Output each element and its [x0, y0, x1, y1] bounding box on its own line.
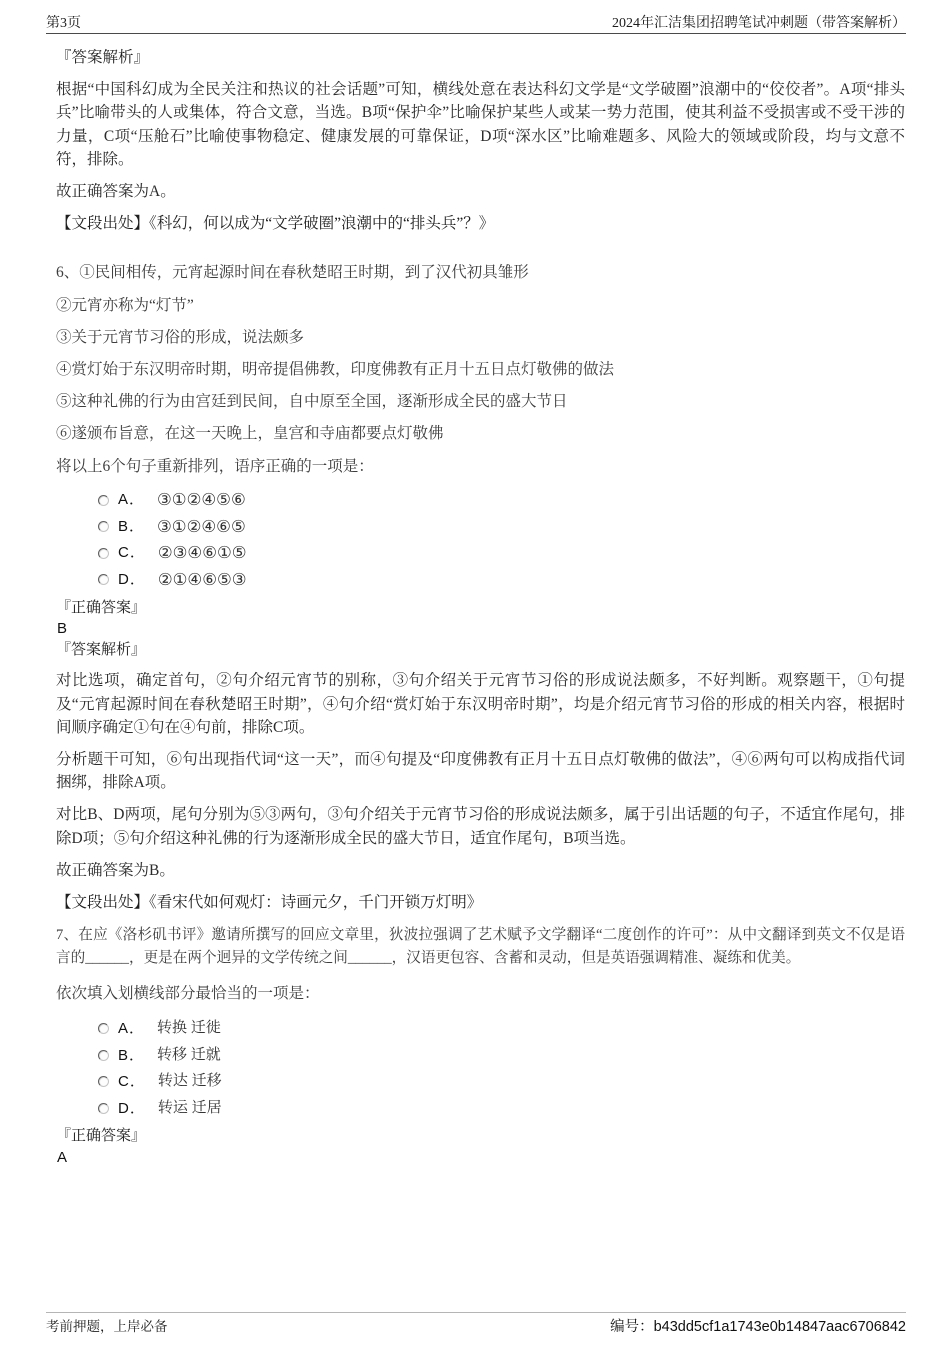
- question-6-sentence: ⑥遂颁布旨意，在这一天晚上，皇宫和寺庙都要点灯敬佛: [56, 425, 444, 443]
- question-7: [56, 924, 905, 1167]
- correct-answer-value: A: [57, 1148, 68, 1166]
- correct-answer-label: 『正确答案』: [56, 599, 147, 616]
- question-6-prompt: 将以上6个句子重新排列，语序正确的一项是：: [56, 457, 374, 475]
- document-title: 2024年汇洁集团招聘笔试冲刺题（带答案解析）: [612, 16, 906, 31]
- analysis-section-label: 『答案解析』: [56, 641, 147, 658]
- option-text: ③①②④⑤⑥: [157, 490, 246, 510]
- header-divider: [46, 33, 906, 34]
- radio-button-icon[interactable]: [98, 548, 109, 559]
- option-letter: C．: [118, 1073, 146, 1091]
- question-6-options: [98, 487, 905, 593]
- question-7-options: [98, 1015, 905, 1121]
- question-6-sentence: 6、①民间相传，元宵起源时间在春秋楚昭王时期，到了汉代初具雏形: [56, 264, 529, 282]
- correct-answer-value: B: [57, 620, 68, 638]
- analysis-paragraph: 对比选项，确定首句，②句介绍元宵节的别称，③句介绍关于元宵节习俗的形成说法颇多，不好判断。观察题干，①句提及“元宵起源时间在春秋楚昭王时期”，④句介绍“赏灯始于东汉明帝时期”，均是介绍元宵节习俗的形成的相关内容，根据时间顺序确定①句在④句前，排除C项。: [56, 672, 905, 736]
- question-6: [56, 261, 905, 914]
- footer-divider: [46, 1312, 906, 1313]
- page-content: [56, 46, 905, 1169]
- radio-button-icon[interactable]: [98, 495, 109, 506]
- option-letter: A．: [118, 1020, 146, 1038]
- question-7-option-a[interactable]: [98, 1015, 905, 1042]
- question-7-option-d[interactable]: [98, 1095, 905, 1122]
- option-letter: A．: [118, 491, 146, 509]
- question-6-option-b[interactable]: [98, 513, 905, 540]
- question-6-option-d[interactable]: [98, 566, 905, 593]
- question-6-answer: [56, 599, 905, 661]
- analysis-section-label: 『答案解析』: [56, 49, 150, 66]
- passage-source: 【文段出处】《看宋代如何观灯：诗画元夕，千门开锁万灯明》: [56, 893, 483, 911]
- radio-button-icon[interactable]: [98, 1023, 109, 1034]
- question-6-sentence: ③关于元宵节习俗的形成，说法颇多: [56, 328, 305, 346]
- question-7-stem: 7、在应《洛杉矶书评》邀请所撰写的回应文章里，狄波拉强调了艺术赋予文学翻译“二度创作的许可”：从中文翻译到英文不仅是语言的______，更是在两个迥异的文学传统之间______，汉语更包容、含蓄和灵动，但是英语强调精准、凝练和优美。: [56, 927, 905, 967]
- radio-button-icon[interactable]: [98, 1050, 109, 1061]
- question-6-sentence: ④赏灯始于东汉明帝时期，明帝提倡佛教，印度佛教有正月十五日点灯敬佛的做法: [56, 361, 615, 379]
- radio-button-icon[interactable]: [98, 1076, 109, 1087]
- option-letter: B．: [118, 517, 146, 535]
- conclusion-line: 故正确答案为B。: [56, 861, 175, 879]
- question-6-option-c[interactable]: [98, 540, 905, 567]
- option-text: ②③④⑥①⑤: [157, 543, 247, 563]
- analysis-paragraph: 分析题干可知，⑥句出现指代词“这一天”，而④句提及“印度佛教有正月十五日点灯敬佛的做法”，④⑥两句可以构成指代词捆绑，排除A项。: [56, 750, 905, 792]
- page-footer: [46, 1315, 906, 1336]
- question-7-answer: [56, 1127, 905, 1167]
- page-number: 第3页: [46, 16, 81, 31]
- question-7-prompt: 依次填入划横线部分最恰当的一项是：: [56, 985, 320, 1003]
- option-letter: D．: [118, 570, 146, 588]
- analysis-paragraph: 对比B、D两项，尾句分别为⑤③两句，③句介绍关于元宵节习俗的形成说法颇多，属于引出话题的句子，不适宜作尾句，排除D项；⑤句介绍这种礼佛的行为逐渐形成全民的盛大节日，适宜作尾句，B项当选。: [56, 806, 905, 847]
- question-7-option-c[interactable]: [98, 1068, 905, 1095]
- correct-answer-label: 『正确答案』: [56, 1128, 147, 1145]
- question-7-option-b[interactable]: [98, 1042, 905, 1069]
- option-letter: B．: [118, 1046, 146, 1064]
- option-text: ②①④⑥⑤③: [157, 569, 247, 589]
- question-6-sentence: ⑤这种礼佛的行为由宫廷到民间，自中原至全国，逐渐形成全民的盛大节日: [56, 393, 568, 411]
- analysis-paragraph: 根据“中国科幻成为全民关注和热议的社会话题”可知，横线处意在表达科幻文学是“文学破圈”浪潮中的“佼佼者”。A项“排头兵”比喻带头的人或集体，符合文意，当选。B项“保护伞”比喻保护某些人或某一势力范围，使其利益不受损害或不受干涉的力量，C项“压舱石”比喻使事物稳定、健康发展的可靠保证，D项“深水区”比喻难题多、风险大的领域或阶段，均与文意不符，排除。: [56, 81, 905, 168]
- passage-source: 【文段出处】《科幻，何以成为“文学破圈”浪潮中的“排头兵”？》: [56, 215, 495, 233]
- footer-slogan: 考前押题，上岸必备: [46, 1319, 168, 1334]
- document-serial-number: 编号：b43dd5cf1a1743e0b14847aac6706842: [610, 1319, 906, 1335]
- conclusion-line: 故正确答案为A。: [56, 183, 176, 201]
- option-text: 转运 迁居: [157, 1099, 222, 1116]
- radio-button-icon[interactable]: [98, 1103, 109, 1114]
- page-header: [46, 12, 906, 32]
- question-6-sentence: ②元宵亦称为“灯节”: [56, 296, 194, 314]
- option-letter: D．: [118, 1099, 146, 1117]
- radio-button-icon[interactable]: [98, 574, 109, 585]
- option-text: 转达 迁移: [157, 1073, 222, 1090]
- option-text: 转移 迁就: [157, 1046, 221, 1063]
- radio-button-icon[interactable]: [98, 521, 109, 532]
- question-6-option-a[interactable]: [98, 487, 905, 514]
- option-text: ③①②④⑥⑤: [157, 516, 246, 536]
- option-text: 转换 迁徙: [157, 1020, 221, 1037]
- option-letter: C．: [118, 544, 146, 562]
